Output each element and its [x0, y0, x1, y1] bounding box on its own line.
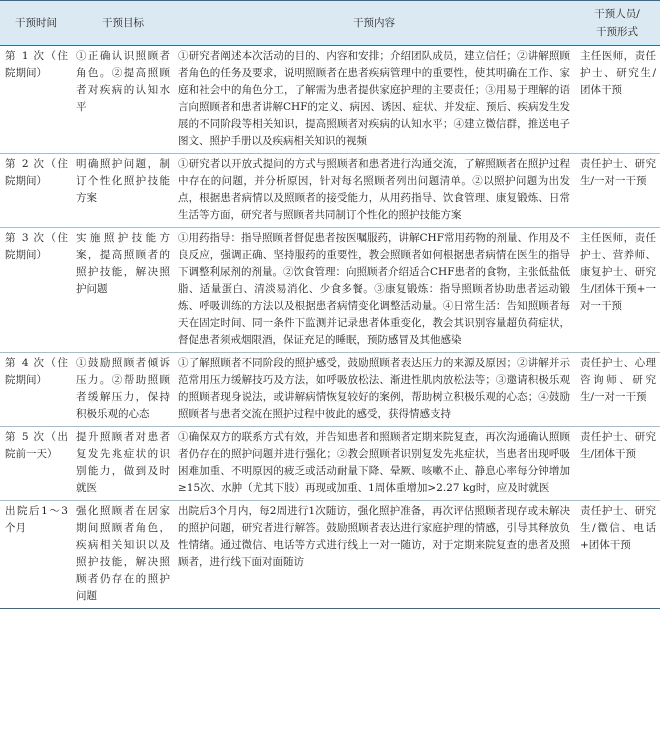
- table-row: [0, 501, 660, 609]
- cell-goal: ①正确认识照顾者角色。②提高照顾者对疾病的认知水平: [72, 46, 174, 154]
- table-header-row: [0, 1, 660, 46]
- header-staff-line2: 干预形式: [596, 26, 638, 38]
- cell-goal: 实施照护技能方案，提高照顾者的照护技能，解决照护问题: [72, 228, 174, 353]
- cell-time: 第 1 次（住院期间）: [0, 46, 72, 154]
- cell-staff: 责任护士、心理咨询师、研究生/一对一干预: [574, 353, 660, 427]
- cell-goal: 强化照顾者在居家期间照顾者角色，疾病相关知识以及照护技能，解决照顾者仍存在的照护问题: [72, 501, 174, 609]
- table-row: [0, 427, 660, 501]
- cell-staff: 责任护士、研究生/微信、电话+团体干预: [574, 501, 660, 609]
- cell-goal: ①鼓励照顾者倾诉压力。②帮助照顾者缓解压力，保持积极乐观的心态: [72, 353, 174, 427]
- cell-staff: 主任医师，责任护士、营养师、康复护士、研究生/团体干预+一对一干预: [574, 228, 660, 353]
- table-row: [0, 353, 660, 427]
- header-time: 干预时间: [0, 1, 72, 46]
- table-row: [0, 46, 660, 154]
- cell-staff: 主任医师，责任护士、研究生/团体干预: [574, 46, 660, 154]
- header-staff-line1: 干预人员/: [594, 8, 640, 20]
- header-content: 干预内容: [174, 1, 574, 46]
- cell-time: 第 4 次（住院期间）: [0, 353, 72, 427]
- cell-staff: 责任护士、研究生/团体干预: [574, 427, 660, 501]
- cell-time: 出院后1～3个月: [0, 501, 72, 609]
- table-row: [0, 154, 660, 228]
- cell-time: 第 5 次（出院前一天）: [0, 427, 72, 501]
- cell-goal: 提升照顾者对患者复发先兆症状的识别能力，做到及时就医: [72, 427, 174, 501]
- cell-content: ①研究者阐述本次活动的目的、内容和安排；介绍团队成员，建立信任；②讲解照顾者角色的任务及要求，说明照顾者在患者疾病管理中的重要性，使其明确在工作、家庭和社会中的角色分工，了解需为患者提供家庭护理的主要责任；③用易于理解的语言向照顾者和患者讲解CHF的定义、病因、诱因、症状、并发症、预后、疾病发生发展的不同阶段等相关知识，提高照顾者对疾病的认知水平；④建立微信群，推送电子图文、照护手册以及疾病相关知识的视频: [174, 46, 574, 154]
- cell-content: ①用药指导：指导照顾者督促患者按医嘱服药，讲解CHF常用药物的剂量、作用及不良反应，强调正确、坚持服药的重要性，教会照顾者如何根据患者病情在医生的指导下调整利尿剂的剂量。②饮食管理：向照顾者介绍适合CHF患者的食物，主张低盐低脂、适量蛋白、清淡易消化、少食多餐。③康复锻炼：指导照顾者协助患者运动锻炼、呼吸训练的方法以及根据患者病情变化调整活动量。④日常生活：告知照顾者每天在固定时间、同一条件下监测并记录患者体重变化，教会其识别容量超负荷症状，督促患者须戒烟限酒，保证充足的睡眠，预防感冒及其他感染: [174, 228, 574, 353]
- cell-time: 第 3 次（住院期间）: [0, 228, 72, 353]
- cell-content: 出院后3个月内，每2周进行1次随访，强化照护准备，再次评估照顾者现存或未解决的照护问题，研究者进行解答。鼓励照顾者表达进行家庭护理的情感，引导其释放负性情绪。通过微信、电话等方式进行线上一对一随访，对于定期来院复查的患者及照顾者，进行线下面对面随访: [174, 501, 574, 609]
- cell-content: ①确保双方的联系方式有效，并告知患者和照顾者定期来院复查，再次沟通确认照顾者仍存在的照护问题并进行强化；②教会照顾者识别复发先兆症状，当患者出现呼吸困难加重、不明原因的疲乏或活动耐量下降、晕厥、咳嗽不止、静息心率每分钟增加≥15次、水肿（尤其下肢）再现或加重、1周体重增加>2.27 kg时，应及时就医: [174, 427, 574, 501]
- cell-staff: 责任护士、研究生/一对一干预: [574, 154, 660, 228]
- table-row: [0, 228, 660, 353]
- cell-time: 第 2 次（住院期间）: [0, 154, 72, 228]
- cell-goal: 明确照护问题，制订个性化照护技能方案: [72, 154, 174, 228]
- header-goal: 干预目标: [72, 1, 174, 46]
- header-staff: [574, 1, 660, 46]
- cell-content: ①研究者以开放式提问的方式与照顾者和患者进行沟通交流，了解照顾者在照护过程中存在的问题，并分析原因，针对每名照顾者列出问题清单。②以照护问题为出发点，根据患者病情以及照顾者的接受能力，从用药指导、饮食管理、康复锻炼、日常生活等方面，研究者与照顾者共同制订个性化的照护技能方案: [174, 154, 574, 228]
- cell-content: ①了解照顾者不同阶段的照护感受，鼓励照顾者表达压力的来源及原因；②讲解并示范常用压力缓解技巧及方法，如呼吸放松法、渐进性肌肉放松法等；③邀请积极乐观的照顾者现身说法，或讲解病情恢复较好的案例，帮助树立积极乐观的心态；④鼓励照顾者与患者交流在照护过程中彼此的感受，获得情感支持: [174, 353, 574, 427]
